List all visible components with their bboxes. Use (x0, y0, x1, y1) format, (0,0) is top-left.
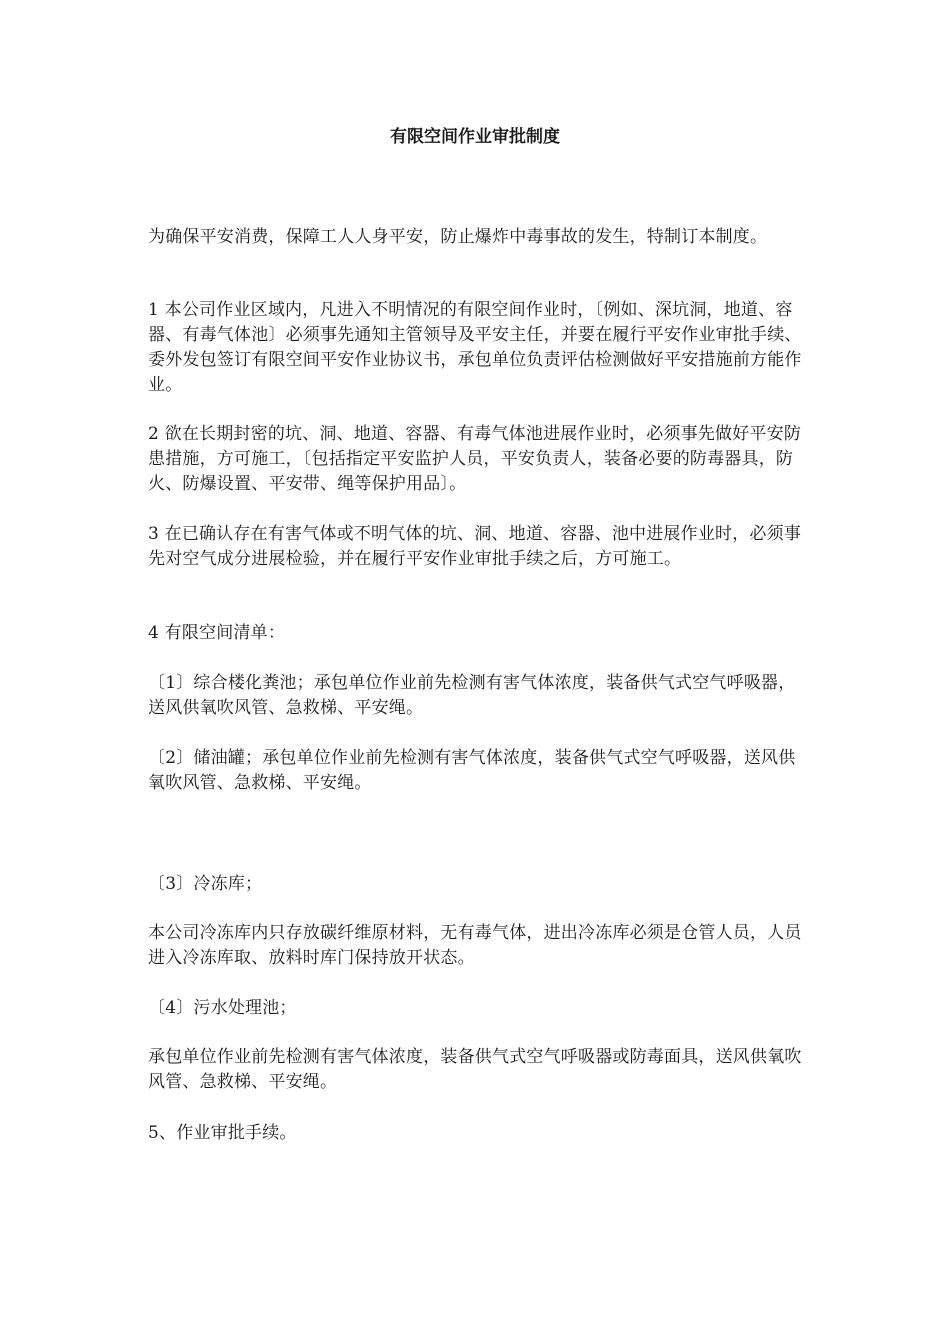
clause-2-paragraph: 2 欲在长期封密的坑、洞、地道、容器、有毒气体池进展作业时，必须事先做好平安防患措施，方可施工，〔包括指定平安监护人员，平安负责人，装备必要的防毒器具，防火、防爆设置、平安带、绳等保护用品〕。 (148, 424, 802, 494)
list-item-1: 〔1〕综合楼化粪池；承包单位作业前先检测有害气体浓度，装备供气式空气呼吸器，送风供氧吹风管、急救梯、平安绳。 (148, 673, 796, 718)
clause-5-heading: 5、作业审批手续。 (148, 1123, 297, 1143)
list-item-3: 〔3〕冷冻库； (148, 874, 263, 894)
list-item-2: 〔2〕储油罐；承包单位作业前先检测有害气体浓度，装备供气式空气呼吸器，送风供氧吹风管、急救梯、平安绳。 (148, 748, 796, 793)
intro-paragraph: 为确保平安消费，保障工人人身平安，防止爆炸中毒事故的发生，特制订本制度。 (148, 227, 768, 247)
clause-3-paragraph: 3 在已确认存在有害气体或不明气体的坑、洞、地道、容器、池中进展作业时，必须事先对空气成分进展检验，并在履行平安作业审批手续之后，方可施工。 (148, 524, 802, 569)
list-item-4: 〔4〕污水处理池； (148, 998, 297, 1018)
clause-1-paragraph: 1 本公司作业区域内，凡进入不明情况的有限空间作业时，〔例如、深坑洞，地道、容器、有毒气体池〕必须事先通知主管领导及平安主任，并要在履行平安作业审批手续、委外发包签订有限空间平安作业协议书，承包单位负责评估检测做好平安措施前方能作业。 (148, 300, 802, 395)
document-title: 有限空间作业审批制度 (390, 127, 560, 147)
list-item-4-detail: 承包单位作业前先检测有害气体浓度，装备供气式空气呼吸器或防毒面具，送风供氧吹风管、急救梯、平安绳。 (148, 1047, 802, 1092)
clause-4-heading: 4 有限空间清单： (148, 623, 286, 643)
list-item-3-detail: 本公司冷冻库内只存放碳纤维原材料，无有毒气体，进出冷冻库必须是仓管人员，人员进入冷冻库取、放料时库门保持放开状态。 (148, 923, 802, 968)
